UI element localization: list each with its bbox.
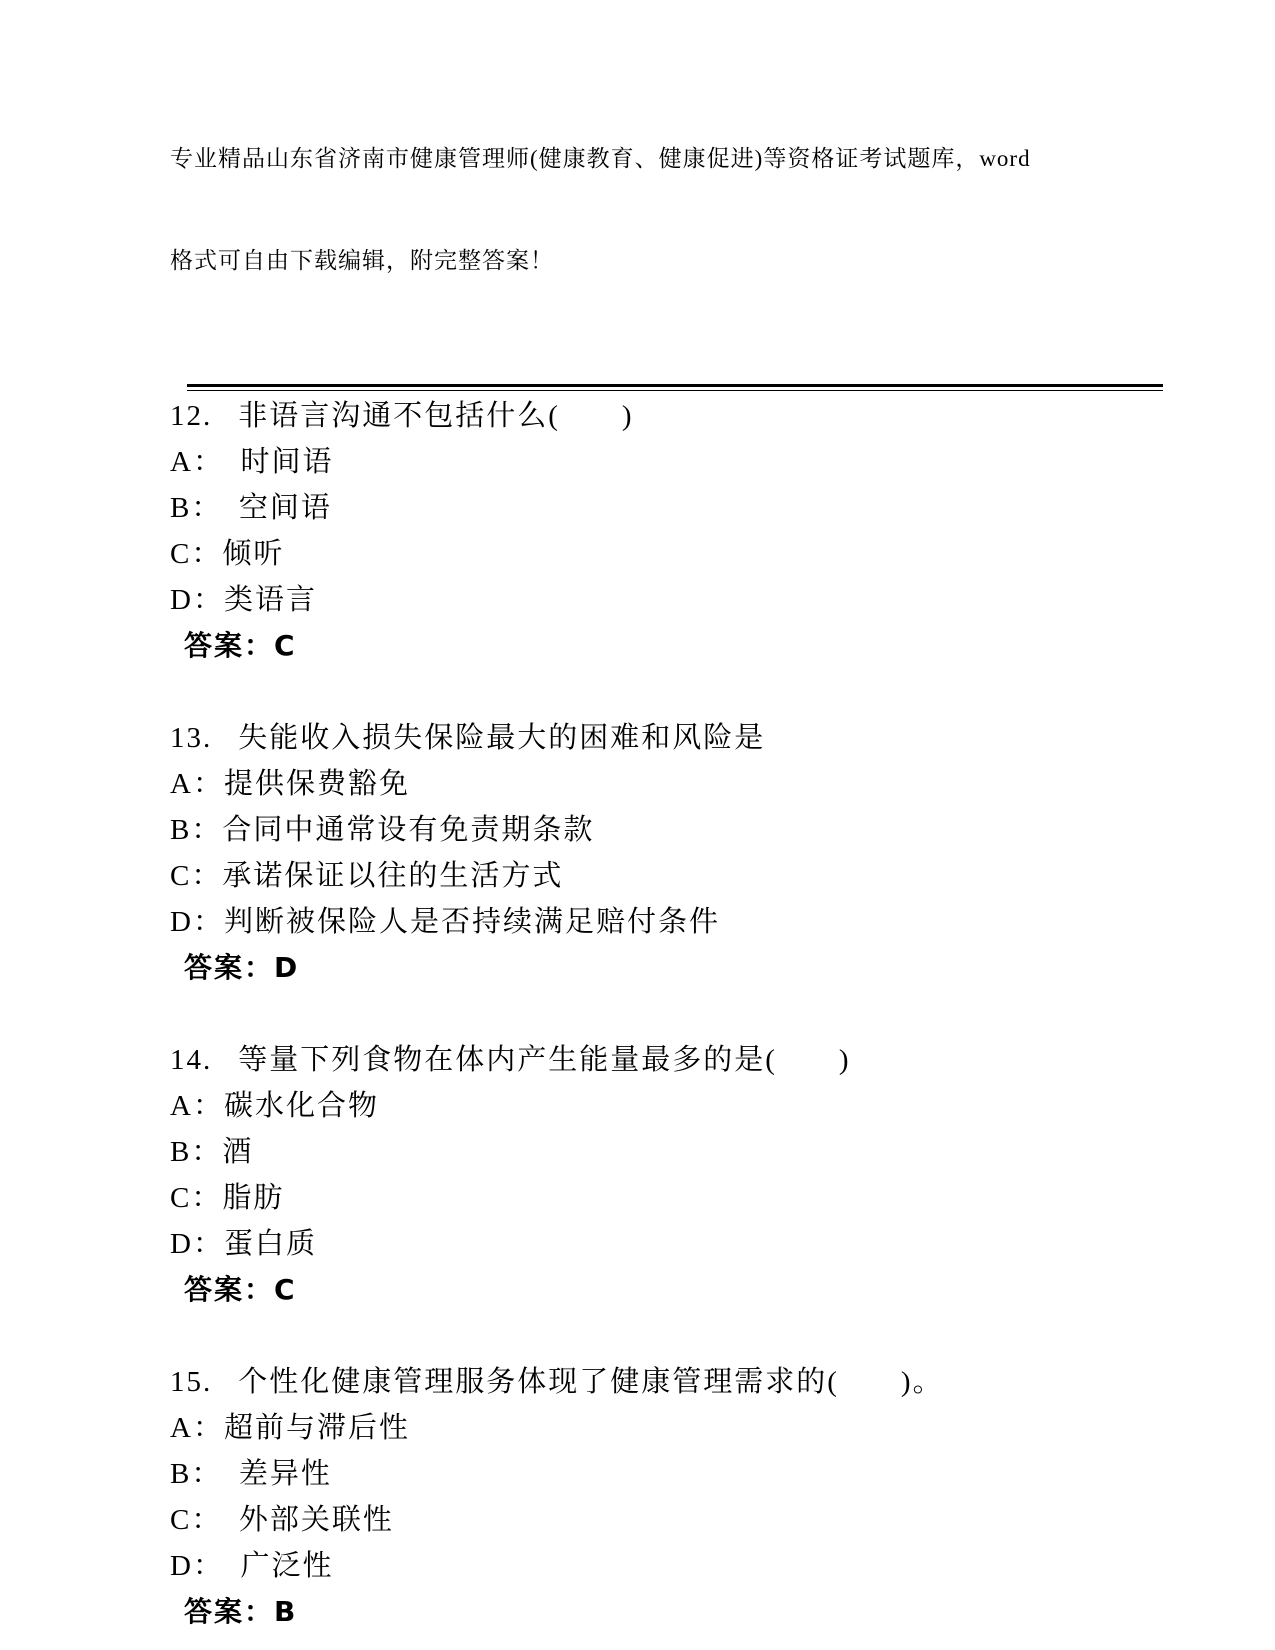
option-line-c: C：承诺保证以往的生活方式	[170, 860, 564, 892]
option-line-a: A： 时间语	[170, 446, 334, 478]
option-line-d: D：蛋白质	[170, 1228, 317, 1260]
option-line-a: A：提供保费豁免	[170, 768, 410, 800]
question-stem	[170, 1037, 1163, 1083]
answer-value: D	[274, 951, 300, 984]
answer-label: 答案：	[184, 1273, 275, 1306]
header-disclaimer	[170, 74, 1163, 346]
option-line-d: D：判断被保险人是否持续满足赔付条件	[170, 906, 720, 938]
question-number: 14.	[170, 1044, 213, 1076]
question-stem	[170, 1359, 1163, 1405]
question-block-13	[170, 715, 1163, 991]
question-number: 15.	[170, 1366, 213, 1398]
option-line-a: A：超前与滞后性	[170, 1412, 410, 1444]
option-line-d: D： 广泛性	[170, 1550, 334, 1582]
option-line-d: D：类语言	[170, 584, 317, 616]
question-text: 非语言沟通不包括什么( )	[238, 400, 634, 432]
answer-value: B	[274, 1595, 298, 1628]
answer-value: C	[274, 629, 297, 662]
answer-label: 答案：	[184, 951, 275, 984]
question-stem	[170, 715, 1163, 761]
answer-line	[170, 945, 1163, 991]
answer-line	[170, 623, 1163, 669]
question-block-12	[170, 393, 1163, 669]
question-text: 个性化健康管理服务体现了健康管理需求的( )。	[238, 1366, 944, 1398]
question-text: 失能收入损失保险最大的困难和风险是	[238, 722, 766, 754]
question-list	[170, 393, 1163, 1635]
option-line-b: B： 差异性	[170, 1458, 332, 1490]
question-number: 13.	[170, 722, 213, 754]
question-block-15	[170, 1359, 1163, 1635]
question-block-14	[170, 1037, 1163, 1313]
option-line-b: B：合同中通常设有免责期条款	[170, 814, 595, 846]
header-disclaimer-line1: 专业精品山东省济南市健康管理师(健康教育、健康促进)等资格证考试题库，word	[170, 146, 1031, 171]
answer-line	[170, 1589, 1163, 1635]
header-divider	[187, 384, 1163, 391]
question-text: 等量下列食物在体内产生能量最多的是( )	[238, 1044, 851, 1076]
answer-line	[170, 1267, 1163, 1313]
option-line-a: A：碳水化合物	[170, 1090, 379, 1122]
question-number: 12.	[170, 400, 213, 432]
answer-label: 答案：	[184, 1595, 275, 1628]
answer-label: 答案：	[184, 629, 275, 662]
option-line-b: B： 空间语	[170, 492, 332, 524]
option-line-c: C：倾听	[170, 538, 285, 570]
question-stem	[170, 393, 1163, 439]
option-line-c: C： 外部关联性	[170, 1504, 394, 1536]
answer-value: C	[274, 1273, 297, 1306]
option-line-b: B：酒	[170, 1136, 254, 1168]
header-disclaimer-line2: 格式可自由下载编辑，附完整答案！	[170, 248, 554, 273]
option-line-c: C：脂肪	[170, 1182, 285, 1214]
